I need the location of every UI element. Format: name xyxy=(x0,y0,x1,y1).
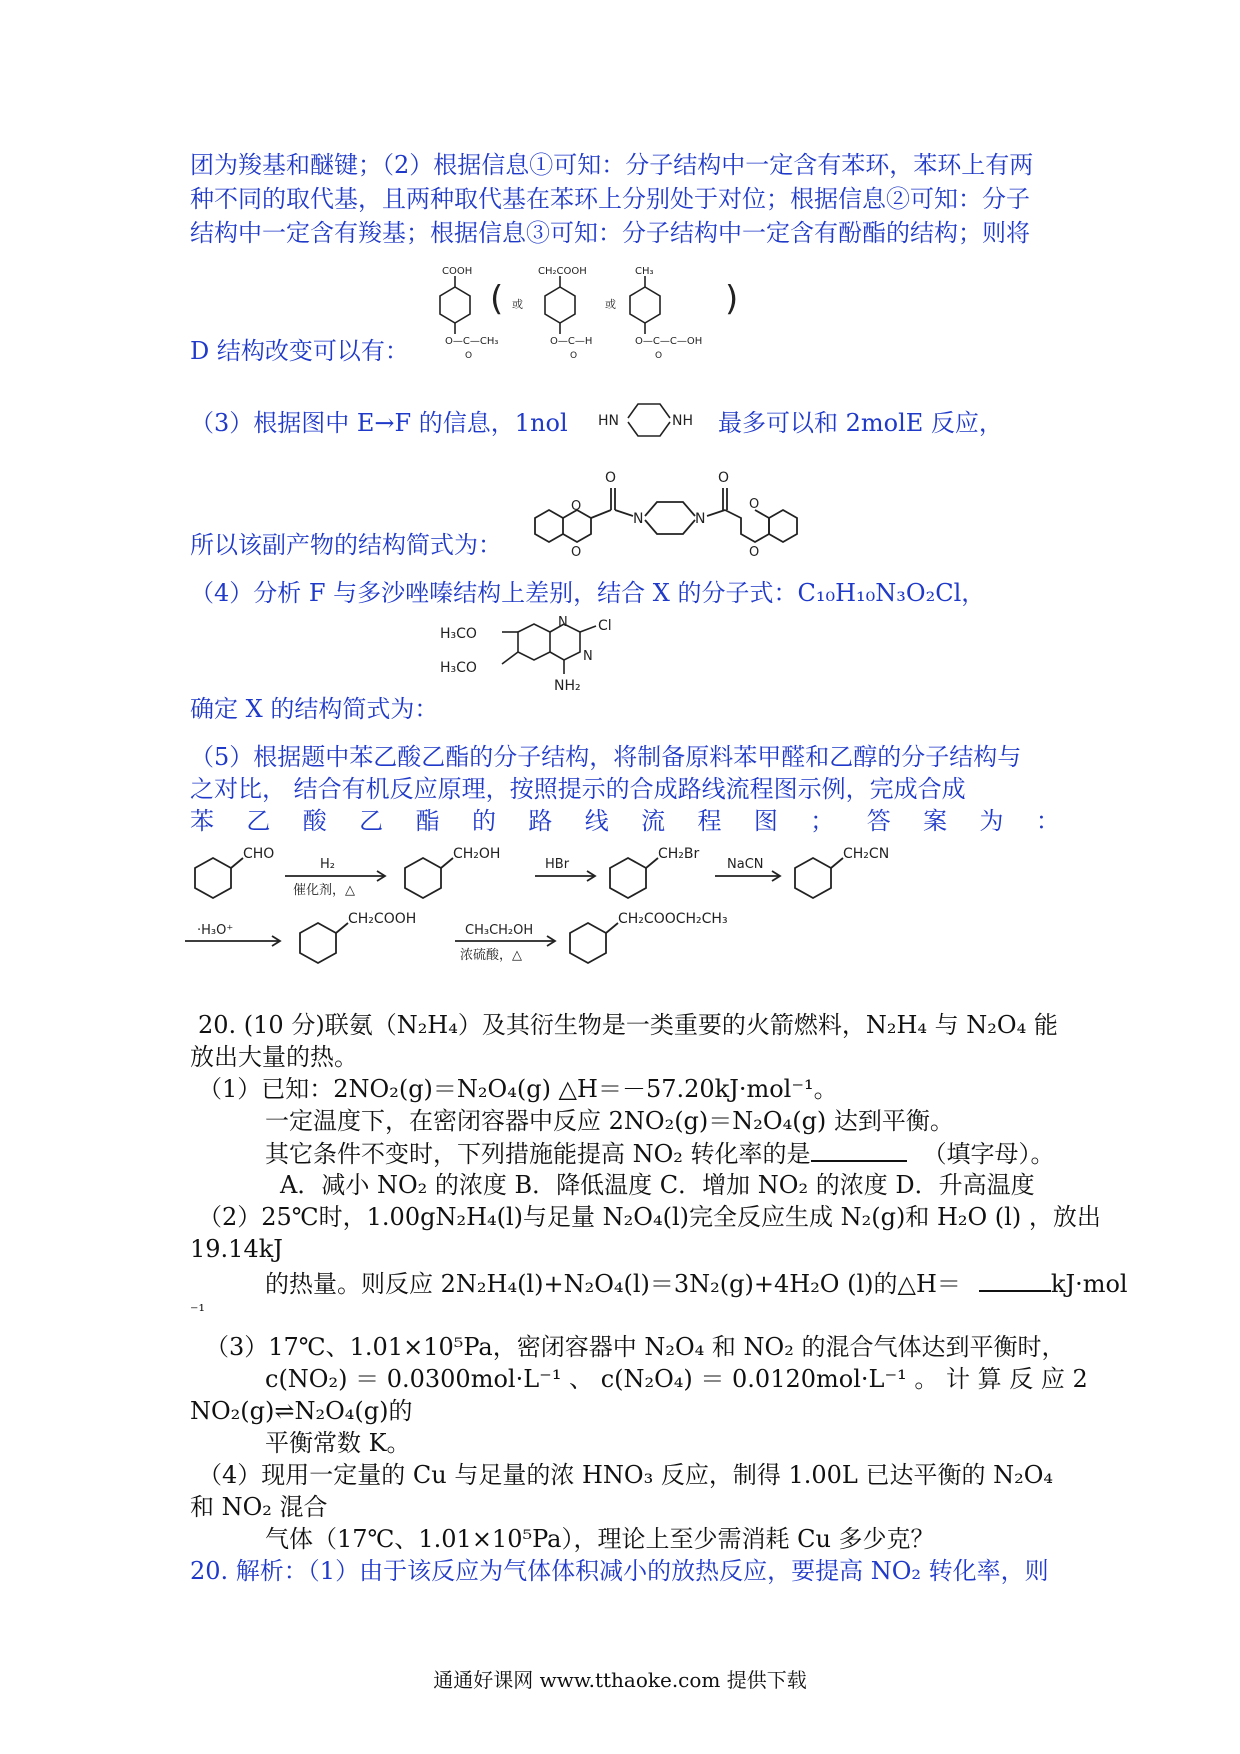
q20-line-2: 放出大量的热。 xyxy=(190,1043,358,1071)
q20-line-7: （2）25℃时，1.00gN₂H₄(l)与足量 N₂O₄(l)完全反应生成 N₂(g)和 H₂O (l) ，放出 xyxy=(198,1203,1101,1231)
r1-top: H₂ xyxy=(320,857,335,872)
analysis-line-5b: 最多可以和 2molE 反应， xyxy=(718,409,1003,437)
analysis-line-9: （5）根据题中苯乙酸乙酯的分子结构，将制备原料苯甲醛和乙醇的分子结构与 xyxy=(190,743,1022,771)
line11-char: 的 xyxy=(471,807,496,835)
piperazine-structure xyxy=(590,386,700,452)
isomer-1-top: COOH xyxy=(442,266,473,277)
q20-line-3: （1）已知：2NO₂(g)＝N₂O₄(g) △H＝－57.20kJ·mol⁻¹。 xyxy=(198,1075,838,1103)
line11-char: ： xyxy=(1035,807,1060,835)
q20-line-4: 一定温度下，在密闭容器中反应 2NO₂(g)＝N₂O₄(g) 达到平衡。 xyxy=(265,1107,954,1135)
piperazine-hn: HN xyxy=(598,413,619,429)
isomer-2 xyxy=(545,276,575,334)
left-o-top: O xyxy=(571,499,582,514)
x-h3co-top: H₃CO xyxy=(440,626,477,642)
piperazine-nh: NH xyxy=(672,413,693,429)
line11-char: ； xyxy=(810,807,835,835)
right-o-top: O xyxy=(749,497,760,512)
analysis-line-6: 所以该副产物的结构简式为： xyxy=(190,531,502,559)
or-2: 或 xyxy=(605,298,616,311)
page-footer: 通通好课网 www.tthaoke.com 提供下载 xyxy=(433,1668,807,1692)
analysis-line-11 xyxy=(190,806,1060,836)
line11-char: 线 xyxy=(584,807,609,835)
x-n-top: N xyxy=(558,615,568,630)
analysis-line-2: 种不同的取代基，且两种取代基在苯环上分别处于对位；根据信息②可知：分子 xyxy=(190,185,1030,213)
left-n: N xyxy=(633,511,644,527)
q20-line-11: （3）17℃、1.01×10⁵Pa，密闭容器中 N₂O₄ 和 NO₂ 的混合气体达到平衡时， xyxy=(205,1333,1066,1361)
d-isomer-structures xyxy=(420,262,800,362)
analysis-line-7: （4）分析 F 与多沙唑嗪结构上差别，结合 X 的分子式：C₁₀H₁₀N₃O₂Cl， xyxy=(190,579,986,607)
line11-char: 路 xyxy=(528,807,553,835)
line11-char: 酯 xyxy=(415,807,440,835)
x-h3co-bottom: H₃CO xyxy=(440,660,477,676)
line11-char: 酸 xyxy=(302,807,327,835)
right-carbonyl-o: O xyxy=(718,470,730,486)
line11-char: 流 xyxy=(641,807,666,835)
p2-label: CH₂Br xyxy=(658,846,700,862)
x-nh2: NH₂ xyxy=(554,678,581,694)
line11-char: 苯 xyxy=(190,807,214,835)
q20-line-12: c(NO₂) ＝ 0.0300mol·L⁻¹ 、 c(N₂O₄) ＝ 0.0120mol·L⁻¹ 。 计 算 反 应 2 xyxy=(265,1365,1088,1393)
left-o-bottom: O xyxy=(571,545,582,560)
answer-blank-1[interactable] xyxy=(811,1138,907,1162)
q20-line-17: 气体（17℃、1.01×10⁵Pa），理论上至少需消耗 Cu 多少克？ xyxy=(265,1525,935,1553)
q20-line-8: 19.14kJ xyxy=(190,1235,283,1263)
r2-top: HBr xyxy=(545,857,570,872)
line11-char: 乙 xyxy=(246,807,271,835)
line11-char: 为 xyxy=(979,807,1004,835)
q20-line-6: A．减小 NO₂ 的浓度 B．降低温度 C．增加 NO₂ 的浓度 D．升高温度 xyxy=(280,1171,1035,1199)
q20-line-16: 和 NO₂ 混合 xyxy=(190,1493,328,1521)
q20-line-13: NO₂(g)⇌N₂O₄(g)的 xyxy=(190,1397,413,1425)
line11-char: 程 xyxy=(697,807,722,835)
q20-line-14: 平衡常数 K。 xyxy=(265,1429,411,1457)
analysis-line-8: 确定 X 的结构简式为： xyxy=(190,695,439,723)
r5-top: CH₃CH₂OH xyxy=(465,923,534,938)
q20-line-5 xyxy=(265,1138,1055,1169)
left-carbonyl-o: O xyxy=(605,470,617,486)
line11-char: 答 xyxy=(866,807,891,835)
r1-bottom: 催化剂，△ xyxy=(293,883,355,898)
or-1: 或 xyxy=(512,298,523,311)
p5-label: CH₂COOCH₂CH₃ xyxy=(618,911,728,927)
isomer-1-bottom: O—C—CH₃ xyxy=(445,336,499,347)
cho-label: CHO xyxy=(243,846,275,862)
q20-line-9 xyxy=(265,1268,1128,1299)
p3-label: CH₂CN xyxy=(843,846,890,862)
isomer-2-top: CH₂COOH xyxy=(538,266,587,277)
analysis-line-5a: （3）根据图中 E→F 的信息，1nol xyxy=(190,409,568,437)
r5-bottom: 浓硫酸，△ xyxy=(460,948,522,963)
x-structure xyxy=(440,612,640,722)
isomer-1-carbonyl-o: O xyxy=(465,351,473,361)
right-n: N xyxy=(695,511,706,527)
analysis-line-3: 结构中一定含有羧基；根据信息③可知：分子结构中一定含有酚酯的结构；则将 xyxy=(190,219,1030,247)
answer-blank-2[interactable] xyxy=(979,1268,1051,1292)
q20-line-9b: kJ·mol xyxy=(1050,1270,1128,1298)
analysis-line-4: D 结构改变可以有： xyxy=(190,337,409,365)
x-n-right: N xyxy=(583,649,593,664)
synthesis-route xyxy=(185,838,1065,978)
line11-char: 案 xyxy=(923,807,948,835)
x-cl: Cl xyxy=(598,618,612,634)
analysis-line-1: 团为羧基和醚键；（2）根据信息①可知：分子结构中一定含有苯环，苯环上有两 xyxy=(190,151,1034,179)
paren-open: ( xyxy=(490,279,504,319)
isomer-3-top: CH₃ xyxy=(635,266,654,277)
isomer-3-bottom: O—C—C—OH xyxy=(635,336,703,347)
r3-top: NaCN xyxy=(727,857,764,872)
isomer-2-carbonyl-o: O xyxy=(570,351,578,361)
p4-label: CH₂COOH xyxy=(348,911,417,927)
analysis-line-10: 之对比， 结合有机反应原理，按照提示的合成路线流程图示例，完成合成 xyxy=(190,775,966,803)
isomer-3 xyxy=(630,276,660,334)
q20-line-9a: 的热量。则反应 2N₂H₄(l)+N₂O₄(l)＝3N₂(g)+4H₂O (l)的△H＝ xyxy=(265,1270,961,1298)
isomer-3-carbonyl-o: O xyxy=(655,351,663,361)
q20-line-5b: （填字母）。 xyxy=(922,1140,1055,1168)
isomer-2-bottom: O—C—H xyxy=(550,336,593,347)
paren-close: ) xyxy=(725,279,739,319)
line11-char: 乙 xyxy=(359,807,384,835)
right-o-bottom: O xyxy=(749,545,760,560)
line11-char: 图 xyxy=(753,807,778,835)
q20-line-15: （4）现用一定量的 Cu 与足量的浓 HNO₃ 反应，制得 1.00L 已达平衡的 N₂O₄ xyxy=(198,1461,1054,1489)
q20-analysis-line: 20. 解析：（1）由于该反应为气体体积减小的放热反应，要提高 NO₂ 转化率，则 xyxy=(190,1557,1049,1585)
isomer-1 xyxy=(440,276,470,334)
side-product-structure xyxy=(515,458,825,568)
q20-line-1: 20. (10 分)联氨（N₂H₄）及其衍生物是一类重要的火箭燃料，N₂H₄ 与 N₂O₄ 能 xyxy=(198,1011,1058,1039)
q20-line-10: ⁻¹ xyxy=(190,1301,205,1320)
r4-top: ·H₃O⁺ xyxy=(197,923,234,938)
q20-line-5a: 其它条件不变时，下列措施能提高 NO₂ 转化率的是 xyxy=(265,1140,811,1168)
p1-label: CH₂OH xyxy=(453,846,501,862)
